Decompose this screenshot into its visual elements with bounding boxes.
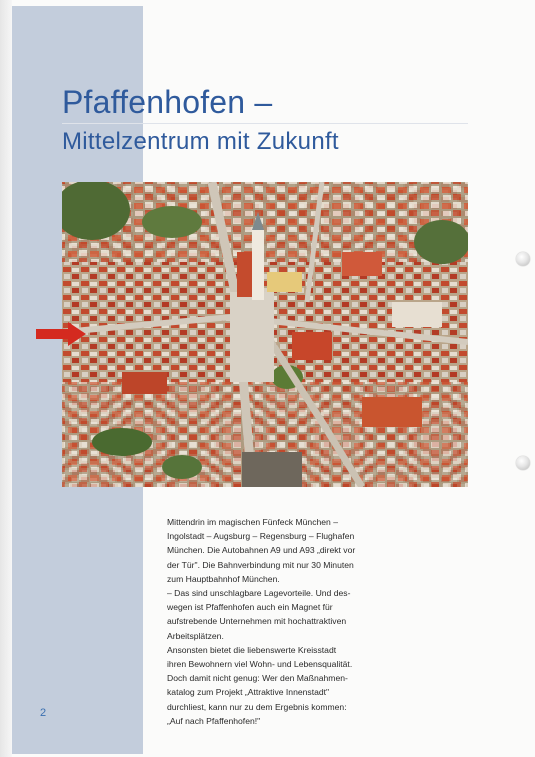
text-line: wegen ist Pfaffenhofen auch ein Magnet für [167,602,333,613]
page-number: 2 [40,707,47,719]
text-line: katalog zum Projekt „Attraktive Innenstadt" [167,687,330,698]
text-line: durchliest, kann nur zu dem Ergebnis kommen: [167,701,347,712]
aerial-photo-illustration [62,182,468,487]
page-title: Pfaffenhofen – [62,84,273,120]
text-line: aufstrebende Unternehmen mit hochattraktiven [167,616,347,627]
text-line: Mittendrin im magischen Fünfeck München – [167,517,338,527]
page-subtitle: Mittelzentrum mit Zukunft [62,128,339,155]
text-line: Ansonsten bietet die liebenswerte Kreisstadt [167,644,337,655]
text-line: der Tür". Die Bahnverbindung mit nur 30 Minuten [167,559,354,570]
page-edge-shadow [0,0,12,757]
binder-hole [516,252,530,266]
text-line: Arbeitsplätzen. [167,630,224,641]
arrow-right-icon [36,321,86,347]
text-line: München. Die Autobahnen A9 und A93 „direkt vor [167,545,356,556]
text-line: Ingolstadt – Augsburg – Regensburg – Flughafen [167,531,355,542]
aerial-town-photo [62,182,468,487]
binder-hole [516,456,530,470]
text-line: ihren Bewohnern viel Wohn- und Lebensqualität. [167,659,353,670]
body-text [167,515,387,728]
title-divider [62,123,468,124]
text-line: Doch damit nicht genug: Wer den Maßnahmen- [167,673,348,684]
text-line: zum Hauptbahnhof München. [167,573,280,584]
text-line: – Das sind unschlagbare Lagevorteile. Und des- [167,588,351,599]
text-line: „Auf nach Pfaffenhofen!" [167,715,261,726]
